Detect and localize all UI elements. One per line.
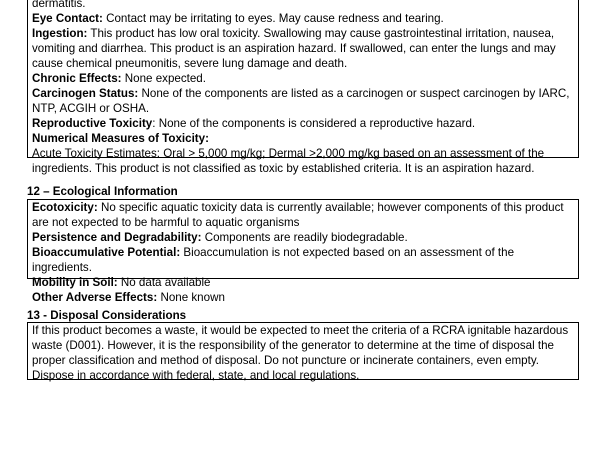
eye-contact-row	[32, 11, 574, 26]
section-12-title: 12 – Ecological Information	[27, 185, 178, 198]
persistence-label: Persistence and Degradability:	[32, 231, 202, 244]
carcinogen-label: Carcinogen Status:	[32, 87, 139, 100]
mobility-text: No data available	[117, 276, 211, 289]
bioaccumulative-row	[32, 245, 574, 275]
other-effects-label: Other Adverse Effects:	[32, 291, 158, 304]
chronic-effects-text: None expected.	[121, 72, 206, 85]
section-13-title: 13 - Disposal Considerations	[27, 309, 187, 322]
mobility-row	[32, 275, 574, 290]
persistence-row	[32, 230, 574, 245]
disposal-box	[27, 322, 579, 380]
toxicology-box	[27, 0, 579, 175]
ecotoxicity-row	[32, 200, 574, 230]
chronic-effects-row	[32, 71, 574, 86]
reproductive-text: : None of the components is considered a reproductive hazard.	[152, 117, 476, 130]
eye-contact-label: Eye Contact:	[32, 12, 103, 25]
carcinogen-text: None of the components are listed as a carcinogen or suspect carcinogen by IARC, NTP, ACGIH or OSHA.	[32, 87, 570, 115]
ecological-box	[27, 199, 579, 304]
ingestion-text: This product has low oral toxicity. Swallowing may cause gastrointestinal irritation, nausea, vomiting and diarrhea. This product is an aspiration hazard. If swallowed, can enter the lungs and may cause chemical pneumonitis, severe lung damage and death.	[32, 27, 556, 70]
chronic-effects-label: Chronic Effects:	[32, 72, 122, 85]
ecotoxicity-label: Ecotoxicity:	[32, 201, 98, 214]
acute-toxicity-text: Acute Toxicity Estimates: Oral > 5,000 mg/kg; Dermal >2,000 mg/kg based on an assessment of the ingredients. This product is not classified as toxic by established criteria. It is an aspiration hazard.	[32, 147, 545, 175]
bioaccumulative-label: Bioaccumulative Potential:	[32, 246, 181, 259]
dermatitis-text: dermatitis.	[32, 0, 86, 10]
carcinogen-row	[32, 86, 574, 116]
persistence-text: Components are readily biodegradable.	[201, 231, 408, 244]
disposal-text: If this product becomes a waste, it would be expected to meet the criteria of a RCRA ignitable hazardous waste (D001). However, it is the responsibility of the generator to determine at the time of disposal the proper classification and method of disposal. Do not puncture or incinerate containers, even empty. Dispose in accordance with federal, state, and local regulations.	[32, 324, 569, 382]
bioaccumulative-text: Bioaccumulation is not expected based on an assessment of the ingredients.	[32, 246, 515, 274]
other-effects-row	[32, 290, 574, 305]
ecotoxicity-text: No specific aquatic toxicity data is currently available; however components of this product are not expected to be harmful to aquatic organisms	[32, 201, 564, 229]
eye-contact-text: Contact may be irritating to eyes. May cause redness and tearing.	[102, 12, 444, 25]
numerical-measures-label: Numerical Measures of Toxicity:	[32, 132, 209, 145]
reproductive-label: Reproductive Toxicity	[32, 117, 153, 130]
other-effects-text: None known	[157, 291, 225, 304]
ingestion-row	[32, 26, 574, 71]
mobility-label: Mobility in Soil:	[32, 276, 118, 289]
ingestion-label: Ingestion:	[32, 27, 88, 40]
reproductive-row	[32, 116, 574, 131]
